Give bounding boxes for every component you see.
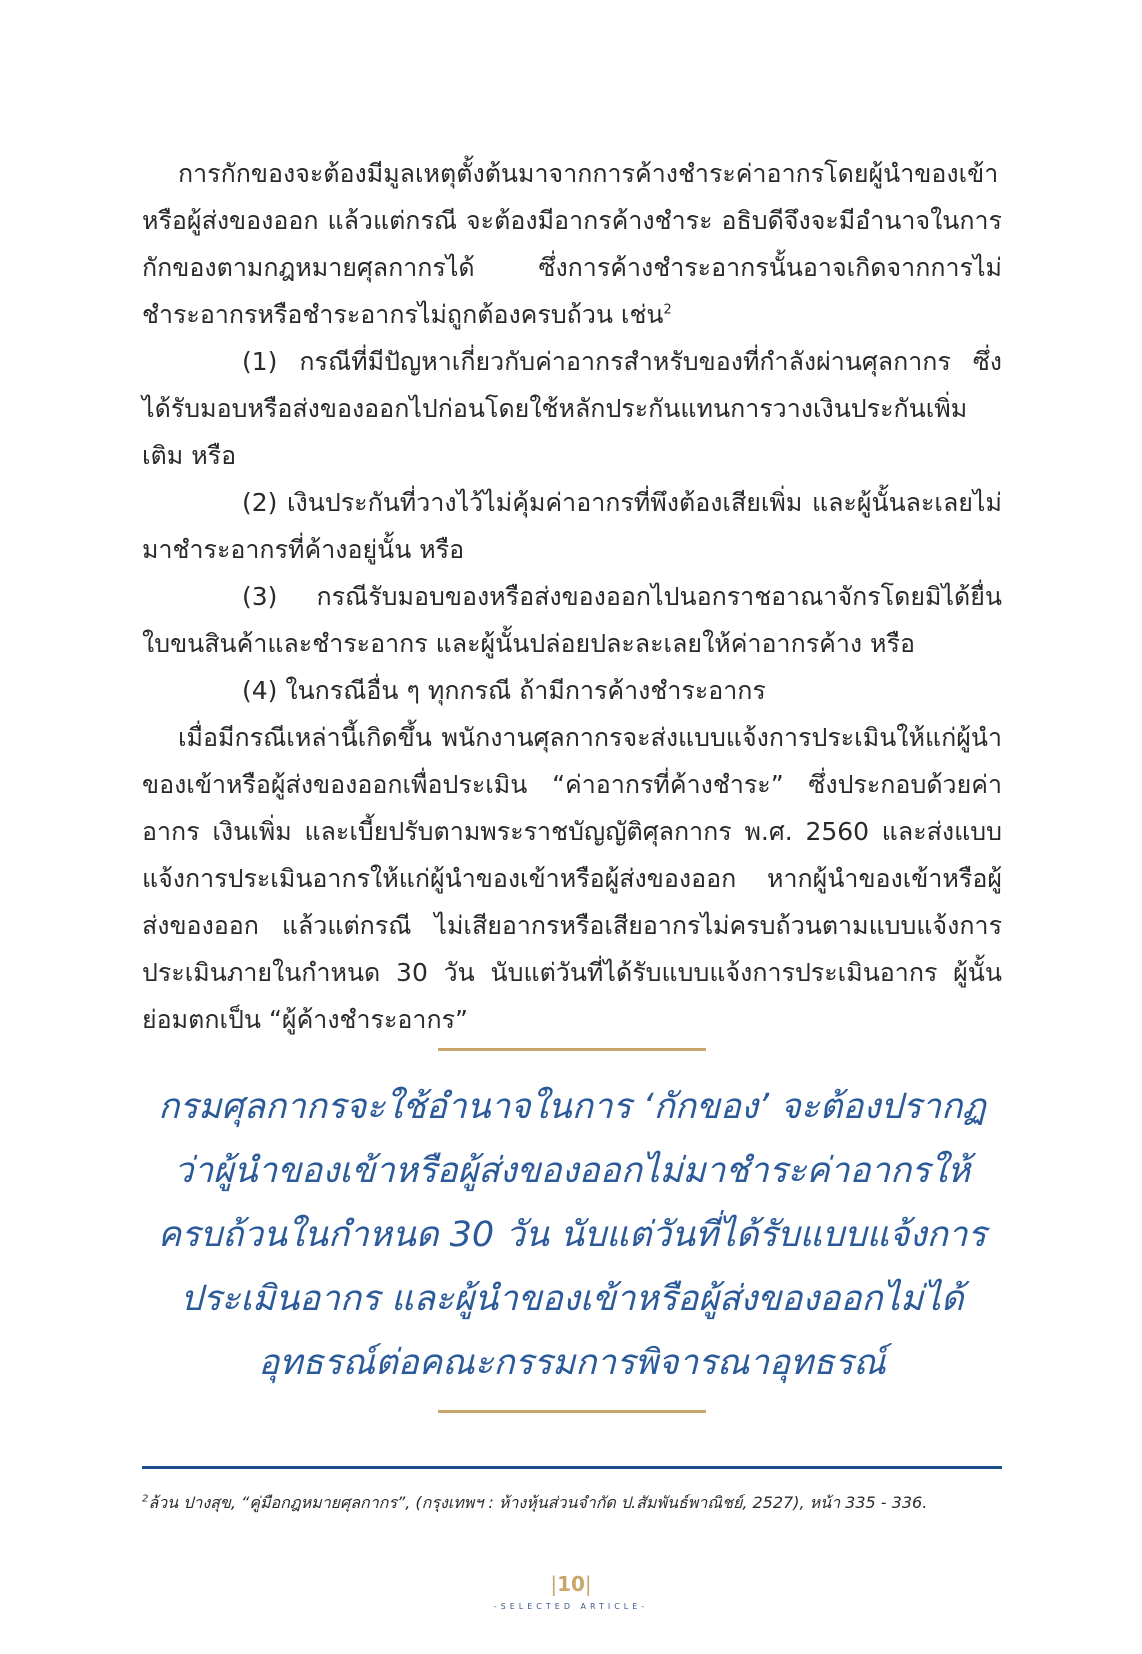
list-item-1: (1) กรณีที่มีปัญหาเกี่ยวกับค่าอากรสำหรับของที่กำลังผ่านศุลกากร ซึ่งได้รับมอบหรือส่งของออกไปก่อนโดยใช้หลักประกันแทนการวางเงินประกันเพิ่มเติม หรือ xyxy=(142,347,1002,470)
list-item-4: (4) ในกรณีอื่น ๆ ทุกกรณี ถ้ามีการค้างชำระอากร xyxy=(242,676,766,705)
footer-label: -SELECTED ARTICLE- xyxy=(493,1602,649,1611)
list-item-2: (2) เงินประกันที่วางไว้ไม่คุ้มค่าอากรที่พึงต้องเสียเพิ่ม และผู้นั้นละเลยไม่มาชำระอากรที่ค้างอยู่นั้น หรือ xyxy=(142,488,1002,564)
quote-divider-bottom xyxy=(438,1410,706,1413)
article-body xyxy=(142,150,1002,1043)
footnote-divider xyxy=(142,1466,1002,1469)
pull-quote: กรมศุลกากรจะใช้อำนาจในการ ‘กักของ’ จะต้องปรากฏว่าผู้นำของเข้าหรือผู้ส่งของออกไม่มาชำระค่าอากรให้ครบถ้วนในกำหนด 30 วัน นับแต่วันที่ได้รับแบบแจ้งการประเมินอากร และผู้นำของเข้าหรือผู้ส่งของออกไม่ได้อุทธรณ์ต่อคณะกรรมการพิจารณาอุทธรณ์ xyxy=(157,1087,987,1383)
paragraph-2: เมื่อมีกรณีเหล่านี้เกิดขึ้น พนักงานศุลกากรจะส่งแบบแจ้งการประเมินให้แก่ผู้นำของเข้าหรือผู้ส่งของออกเพื่อประเมิน “ค่าอากรที่ค้างชำระ” ซึ่งประกอบด้วยค่าอากร เงินเพิ่ม และเบี้ยปรับตามพระราชบัญญัติศุลกากร พ.ศ. 2560 และส่งแบบแจ้งการประเมินอากรให้แก่ผู้นำของเข้าหรือผู้ส่งของออก หากผู้นำของเข้าหรือผู้ส่งของออก แล้วแต่กรณี ไม่เสียอากรหรือเสียอากรไม่ครบถ้วนตามแบบแจ้งการประเมินภายในกำหนด 30 วัน นับแต่วันที่ได้รับแบบแจ้งการประเมินอากร ผู้นั้นย่อมตกเป็น “ผู้ค้างชำระอากร” xyxy=(142,723,1002,1034)
footnote-ref[interactable]: 2 xyxy=(663,302,672,318)
quote-divider-top xyxy=(438,1048,706,1051)
footnote-text: ล้วน ปางสุข, “คู่มือกฎหมายศุลกากร”, (กรุงเทพฯ : ห้างหุ้นส่วนจำกัด ป.สัมพันธ์พาณิชย์, 2527), หน้า 335 - 336. xyxy=(148,1493,928,1512)
footnote-number: 2 xyxy=(142,1493,149,1505)
footnote xyxy=(142,1490,1002,1516)
list-item-3: (3) กรณีรับมอบของหรือส่งของออกไปนอกราชอาณาจักรโดยมิได้ยื่นใบขนสินค้าและชำระอากร และผู้นั้นปล่อยปละละเลยให้ค่าอากรค้าง หรือ xyxy=(142,582,1002,658)
page-number: |10| xyxy=(550,1572,592,1596)
paragraph-1: การกักของจะต้องมีมูลเหตุตั้งต้นมาจากการค้างชำระค่าอากรโดยผู้นำของเข้าหรือผู้ส่งของออก แล้วแต่กรณี จะต้องมีอากรค้างชำระ อธิบดีจึงจะมีอำนาจในการกักของตามกฎหมายศุลกากรได้ ซึ่งการค้างชำระอากรนั้นอาจเกิดจากการไม่ชำระอากรหรือชำระอากรไม่ถูกต้องครบถ้วน เช่น$^2$ xyxy=(142,159,1002,329)
